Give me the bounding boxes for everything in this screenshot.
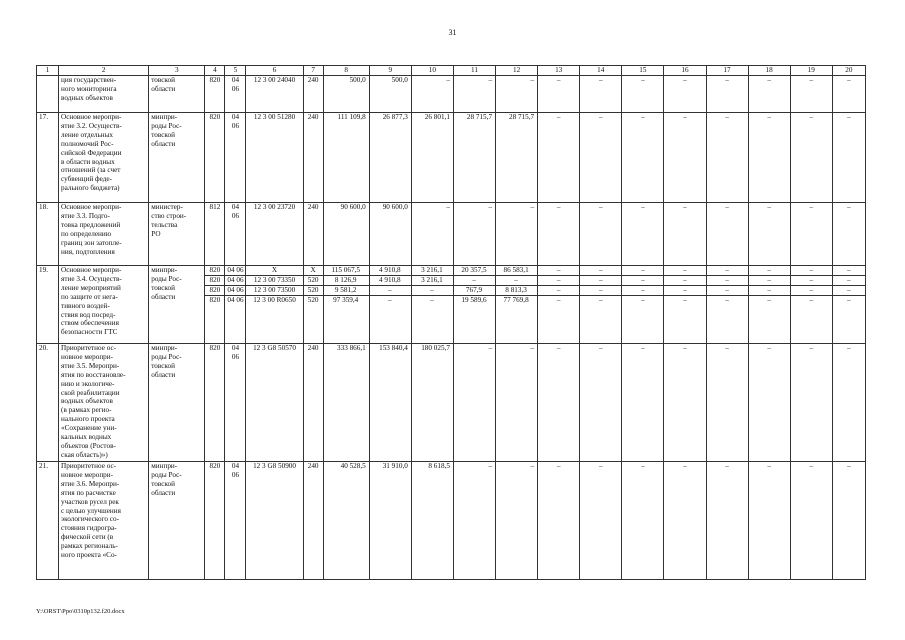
value-c4: 812 (205, 203, 225, 266)
value-c9: 4 910,8 (369, 266, 411, 276)
value-c12: – (496, 76, 538, 113)
value-c20: – (832, 286, 865, 296)
value-c13: – (538, 113, 580, 203)
value-c6: 12 3 00 24040 (246, 76, 303, 113)
value-c4: 820 (205, 113, 225, 203)
column-header-20: 20 (832, 66, 865, 76)
value-c19: – (790, 113, 832, 203)
executor: минпри- роды Рос- товской области (149, 266, 205, 344)
value-c11: – (453, 462, 495, 580)
value-c10: – (411, 286, 453, 296)
value-c19: – (790, 296, 832, 344)
value-c6: 12 3 G8 50900 (246, 462, 303, 580)
value-c19: – (790, 266, 832, 276)
value-c6: 12 3 00 R0650 (246, 296, 303, 344)
value-c18: – (748, 344, 790, 462)
executor: минпри- роды Рос- товской области (149, 462, 205, 580)
column-header-13: 13 (538, 66, 580, 76)
executor: минпри- роды Рос- товской области (149, 344, 205, 462)
value-c17: – (706, 76, 748, 113)
value-c9: 31 910,0 (369, 462, 411, 580)
value-c14: – (580, 276, 622, 286)
value-c7: X (303, 266, 323, 276)
executor: министер- ство строи- тельства РО (149, 203, 205, 266)
value-c7: 240 (303, 344, 323, 462)
value-c17: – (706, 203, 748, 266)
value-c17: – (706, 462, 748, 580)
value-c9: 500,0 (369, 76, 411, 113)
activity-name: ция государствен- ного мониторинга водных объектов (59, 76, 149, 113)
value-c11: – (453, 276, 495, 286)
value-c20: – (832, 76, 865, 113)
value-c5: 04 06 (225, 203, 246, 266)
value-c15: – (622, 113, 664, 203)
column-header-5: 5 (225, 66, 246, 76)
column-header-11: 11 (453, 66, 495, 76)
value-c7: 240 (303, 203, 323, 266)
value-c10: – (411, 76, 453, 113)
row-number: 20. (37, 344, 59, 462)
value-c15: – (622, 203, 664, 266)
activity-name: Основное меропри- ятие 3.4. Осуществ- ление мероприятий по защите от нега- тивного воздей- ствия вод посред- ством обеспечения безопасности ГТС (59, 266, 149, 344)
value-c8: 111 109,8 (323, 113, 369, 203)
value-c4: 820 (205, 344, 225, 462)
value-c18: – (748, 286, 790, 296)
value-c12: – (496, 203, 538, 266)
value-c9: 4 910,8 (369, 276, 411, 286)
value-c11: – (453, 344, 495, 462)
value-c15: – (622, 76, 664, 113)
value-c13: – (538, 266, 580, 276)
value-c17: – (706, 113, 748, 203)
value-c6: X (246, 266, 303, 276)
value-c6: 12 3 00 51280 (246, 113, 303, 203)
value-c14: – (580, 344, 622, 462)
value-c12: 8 813,3 (496, 286, 538, 296)
column-header-15: 15 (622, 66, 664, 76)
value-c13: – (538, 76, 580, 113)
header-row (37, 66, 866, 76)
value-c5: 04 06 (225, 462, 246, 580)
value-c20: – (832, 266, 865, 276)
column-header-19: 19 (790, 66, 832, 76)
value-c10: 180 025,7 (411, 344, 453, 462)
value-c16: – (664, 76, 706, 113)
value-c20: – (832, 113, 865, 203)
value-c17: – (706, 266, 748, 276)
value-c8: 90 600,0 (323, 203, 369, 266)
value-c8: 40 528,5 (323, 462, 369, 580)
value-c12: – (496, 462, 538, 580)
value-c13: – (538, 203, 580, 266)
value-c9: 90 600,0 (369, 203, 411, 266)
value-c7: 240 (303, 113, 323, 203)
value-c20: – (832, 344, 865, 462)
table-row (37, 266, 866, 276)
value-c19: – (790, 276, 832, 286)
value-c14: – (580, 296, 622, 344)
value-c5: 04 06 (225, 286, 246, 296)
value-c13: – (538, 344, 580, 462)
row-number: 19. (37, 266, 59, 344)
value-c11: 28 715,7 (453, 113, 495, 203)
value-c19: – (790, 76, 832, 113)
value-c20: – (832, 276, 865, 286)
value-c11: 20 357,5 (453, 266, 495, 276)
table-row (37, 462, 866, 580)
value-c8: 333 866,1 (323, 344, 369, 462)
column-header-4: 4 (205, 66, 225, 76)
table-row (37, 113, 866, 203)
column-header-17: 17 (706, 66, 748, 76)
value-c10: 3 216,1 (411, 266, 453, 276)
value-c6: 12 3 00 73500 (246, 286, 303, 296)
column-header-7: 7 (303, 66, 323, 76)
value-c18: – (748, 266, 790, 276)
column-header-12: 12 (496, 66, 538, 76)
value-c19: – (790, 462, 832, 580)
value-c11: – (453, 76, 495, 113)
value-c14: – (580, 113, 622, 203)
row-number: 17. (37, 113, 59, 203)
value-c14: – (580, 203, 622, 266)
value-c4: 820 (205, 296, 225, 344)
value-c9: – (369, 296, 411, 344)
column-header-18: 18 (748, 66, 790, 76)
activity-name: Приоритетное ос- новное меропри- ятие 3.5. Меропри- ятия по восстановле- нию и экологиче- ской реабилитации водных объектов (в рамках регио- нального проекта «Сохранение уни- кальных водных объектов (Ростов- ская область)») (59, 344, 149, 462)
value-c15: – (622, 276, 664, 286)
value-c16: – (664, 296, 706, 344)
value-c11: 19 589,6 (453, 296, 495, 344)
executor: товской области (149, 76, 205, 113)
activity-name: Основное меропри- ятие 3.3. Подго- товка предложений по определению границ зон затопле- ния, подтопления (59, 203, 149, 266)
value-c5: 04 06 (225, 266, 246, 276)
value-c13: – (538, 296, 580, 344)
value-c8: 500,0 (323, 76, 369, 113)
value-c5: 04 06 (225, 296, 246, 344)
value-c8: 8 126,9 (323, 276, 369, 286)
row-number (37, 76, 59, 113)
value-c9: 26 877,3 (369, 113, 411, 203)
value-c15: – (622, 266, 664, 276)
column-header-2: 2 (59, 66, 149, 76)
value-c7: 520 (303, 286, 323, 296)
value-c20: – (832, 462, 865, 580)
table-row (37, 203, 866, 266)
value-c18: – (748, 203, 790, 266)
value-c10: – (411, 296, 453, 344)
value-c5: 04 06 (225, 76, 246, 113)
row-number: 18. (37, 203, 59, 266)
value-c14: – (580, 286, 622, 296)
column-header-14: 14 (580, 66, 622, 76)
value-c7: 520 (303, 276, 323, 286)
value-c14: – (580, 462, 622, 580)
value-c6: 12 3 00 23720 (246, 203, 303, 266)
footer-file-path: Y:\ORST\Ppo\0310p132.f20.docx (36, 608, 125, 615)
value-c4: 820 (205, 266, 225, 276)
value-c17: – (706, 286, 748, 296)
value-c15: – (622, 462, 664, 580)
value-c10: 3 216,1 (411, 276, 453, 286)
value-c18: – (748, 113, 790, 203)
value-c10: 26 801,1 (411, 113, 453, 203)
table-row (37, 344, 866, 462)
column-header-8: 8 (323, 66, 369, 76)
value-c11: – (453, 203, 495, 266)
page-number: 31 (448, 28, 457, 37)
value-c16: – (664, 344, 706, 462)
value-c12: 77 769,8 (496, 296, 538, 344)
value-c4: 820 (205, 286, 225, 296)
column-header-9: 9 (369, 66, 411, 76)
value-c18: – (748, 296, 790, 344)
value-c19: – (790, 203, 832, 266)
value-c4: 820 (205, 462, 225, 580)
value-c16: – (664, 266, 706, 276)
value-c18: – (748, 76, 790, 113)
value-c13: – (538, 276, 580, 286)
column-header-1: 1 (37, 66, 59, 76)
value-c13: – (538, 286, 580, 296)
value-c10: – (411, 203, 453, 266)
activity-name: Основное меропри- ятие 3.2. Осуществ- ление отдельных полномочий Рос- сийской Федерации в области водных отношений (за счет субвенций феде- рального бюджета) (59, 113, 149, 203)
value-c12: – (496, 344, 538, 462)
value-c16: – (664, 276, 706, 286)
value-c10: 8 618,5 (411, 462, 453, 580)
value-c6: 12 3 00 73350 (246, 276, 303, 286)
value-c17: – (706, 344, 748, 462)
value-c5: 04 06 (225, 113, 246, 203)
value-c19: – (790, 286, 832, 296)
value-c17: – (706, 296, 748, 344)
value-c8: 9 581,2 (323, 286, 369, 296)
value-c9: 153 840,4 (369, 344, 411, 462)
value-c18: – (748, 276, 790, 286)
value-c16: – (664, 286, 706, 296)
value-c7: 240 (303, 462, 323, 580)
executor: минпри- роды Рос- товской области (149, 113, 205, 203)
value-c12: 28 715,7 (496, 113, 538, 203)
table-row (37, 76, 866, 113)
value-c15: – (622, 344, 664, 462)
budget-table (36, 65, 866, 580)
value-c13: – (538, 462, 580, 580)
value-c15: – (622, 286, 664, 296)
row-number: 21. (37, 462, 59, 580)
value-c4: 820 (205, 276, 225, 286)
value-c5: 04 06 (225, 276, 246, 286)
value-c8: 115 067,5 (323, 266, 369, 276)
value-c7: 240 (303, 76, 323, 113)
value-c14: – (580, 266, 622, 276)
value-c4: 820 (205, 76, 225, 113)
value-c18: – (748, 462, 790, 580)
value-c12: – (496, 276, 538, 286)
column-header-16: 16 (664, 66, 706, 76)
value-c6: 12 3 G8 50570 (246, 344, 303, 462)
value-c20: – (832, 203, 865, 266)
value-c17: – (706, 276, 748, 286)
value-c15: – (622, 296, 664, 344)
value-c11: 767,9 (453, 286, 495, 296)
value-c14: – (580, 76, 622, 113)
column-header-3: 3 (149, 66, 205, 76)
value-c9: – (369, 286, 411, 296)
column-header-10: 10 (411, 66, 453, 76)
table-body (37, 66, 866, 580)
value-c8: 97 359,4 (323, 296, 369, 344)
column-header-6: 6 (246, 66, 303, 76)
value-c19: – (790, 344, 832, 462)
value-c12: 86 583,1 (496, 266, 538, 276)
value-c16: – (664, 462, 706, 580)
value-c5: 04 06 (225, 344, 246, 462)
value-c20: – (832, 296, 865, 344)
activity-name: Приоритетное ос- новное меропри- ятие 3.6. Меропри- ятия по расчистке участков русел рек с целью улучшения экологического со- стояния гидрогра- фической сети (в рамках региональ- ного проекта «Со- (59, 462, 149, 580)
value-c16: – (664, 113, 706, 203)
value-c7: 520 (303, 296, 323, 344)
value-c16: – (664, 203, 706, 266)
